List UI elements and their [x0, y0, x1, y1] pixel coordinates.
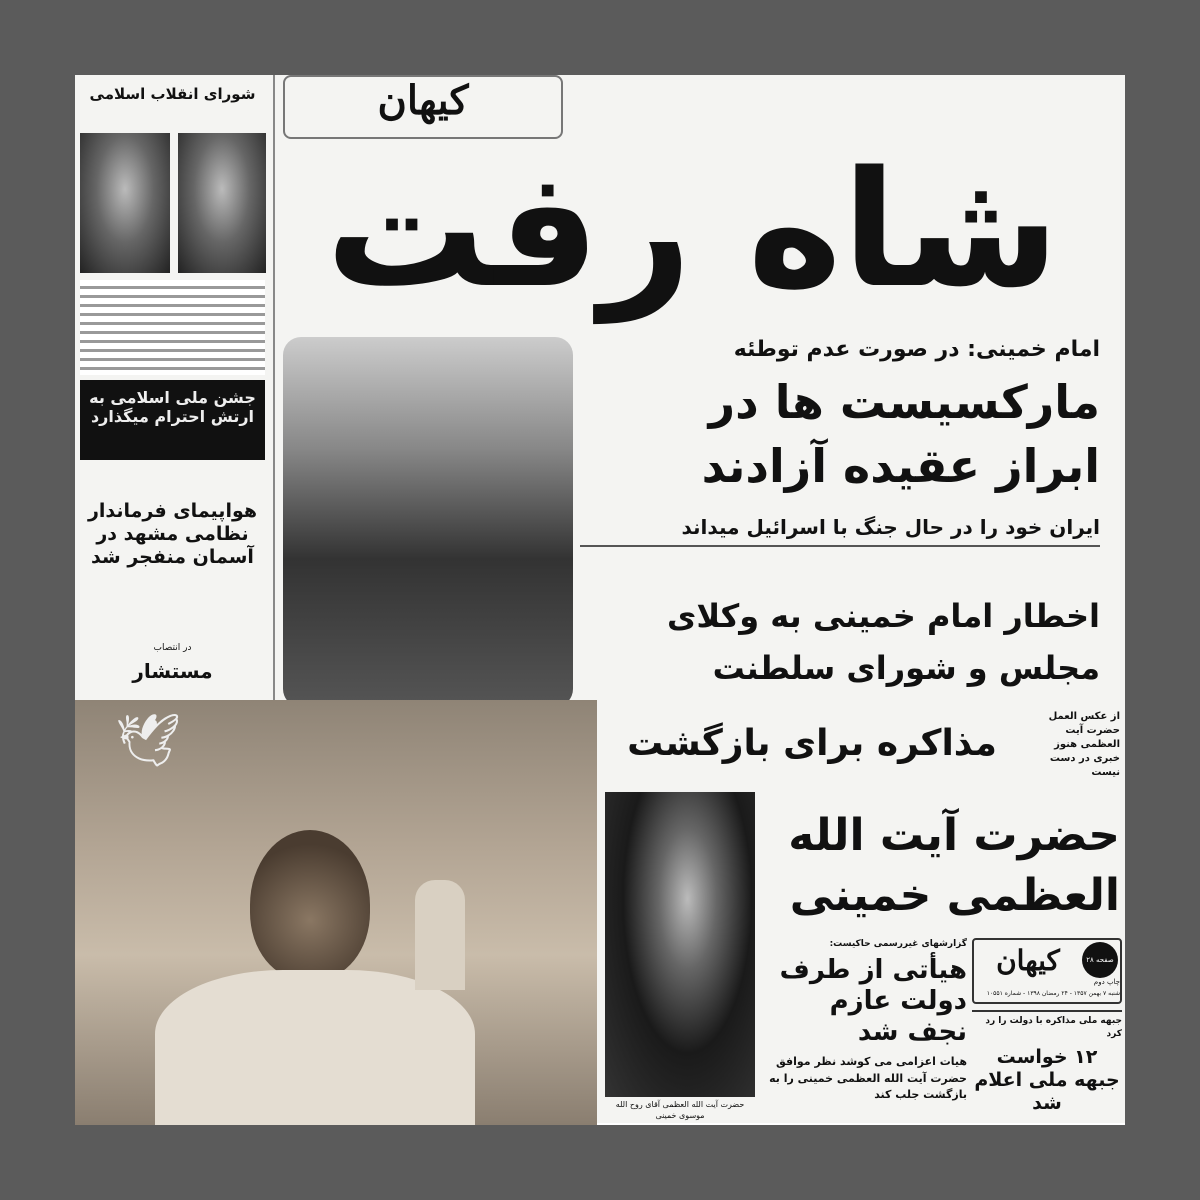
- main-headline: شاه رفت: [325, 136, 1060, 323]
- headline-1: مذاکره برای بازگشت: [627, 723, 997, 764]
- office-portrait-photo: [75, 700, 597, 1125]
- masthead: کیهان: [996, 944, 1060, 977]
- left-col-story2: مستشار: [132, 659, 213, 683]
- headline-2: حضرت آیت الله: [788, 810, 1120, 861]
- masthead-box: [283, 75, 563, 139]
- bottom-newspaper: [597, 700, 1125, 1123]
- story-line-5: مجلس و شورای سلطنت: [712, 649, 1100, 687]
- left-col-heading: شورای انقلاب اسلامی: [89, 85, 256, 103]
- column-rule: [273, 75, 275, 700]
- subheadline-1: مارکسیست ها در: [708, 375, 1100, 429]
- edition: چاپ دوم: [1093, 978, 1120, 986]
- left-col-story1: هواپیمای فرماندار نظامی مشهد در آسمان منفجر شد: [87, 500, 258, 568]
- left-col-box: جشن ملی اسلامی به ارتش احترام میگذارد: [80, 380, 265, 460]
- story1-body: هیات اعزامی می کوشد نظر موافق حضرت آیت الله العظمی خمینی را به بازگشت جلب کند: [769, 1055, 967, 1101]
- photo-caption: حضرت آیت الله العظمی آقای روح الله موسوی خمینی: [615, 1100, 745, 1121]
- man-shirt: [155, 970, 475, 1125]
- subheadline-2: ابراز عقیده آزادند: [701, 439, 1100, 493]
- left-col-body-text: [80, 280, 265, 375]
- story-line-3: ایران خود را در حال جنگ با اسرائیل میداند: [580, 515, 1100, 547]
- pages-badge: ۲۸ صفحه: [1082, 942, 1118, 978]
- background-person: [415, 880, 465, 990]
- soldiers-photo: [283, 337, 573, 700]
- man-head: [250, 830, 370, 980]
- masthead: کیهان: [377, 77, 469, 124]
- portrait-photo-right: [178, 133, 266, 273]
- top-newspaper: [75, 75, 1125, 700]
- story2-kicker: جبهه ملی مذاکره با دولت را رد کرد: [972, 1010, 1122, 1040]
- story-line-4: اخطار امام خمینی به وکلای: [666, 597, 1100, 635]
- khomeini-photo: [605, 792, 755, 1097]
- headline-3: العظمی خمینی: [789, 870, 1120, 921]
- kicker: امام خمینی: در صورت عدم توطئه: [733, 337, 1100, 362]
- story1-headline: هیأتی از طرف دولت عازم نجف شد: [779, 955, 967, 1048]
- left-col-story2-kicker: در انتصاب: [153, 643, 192, 653]
- story2-headline: ۱۲ خواست جبهه ملی اعلام شد: [974, 1046, 1120, 1114]
- story1-kicker: گزارشهای غیررسمی حاکیست:: [829, 939, 967, 949]
- side-note: از عکس العمل حضرت آیت العظمی هنوز خبری در دست نیست: [1048, 711, 1120, 778]
- portrait-photo-left: [80, 133, 170, 273]
- dateline: شنبه ۷ بهمن ۱۳۵۷ - ۲۴ رمضان ۱۳۹۸ - شماره ۱۰۵۵۱: [986, 990, 1120, 997]
- masthead-box: [972, 938, 1122, 1004]
- dove-icon: 🕊: [115, 711, 182, 771]
